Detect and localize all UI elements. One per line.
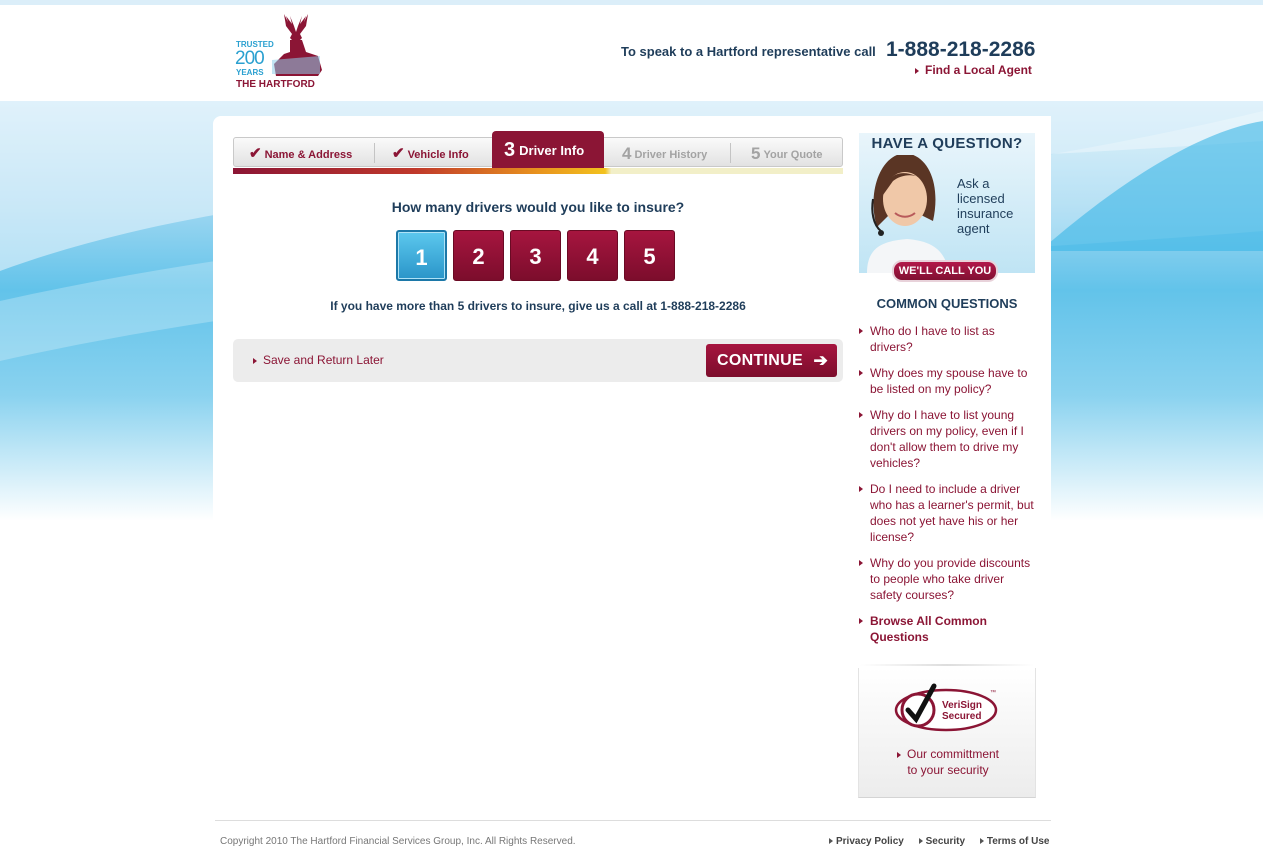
arrow-right-icon [829, 838, 833, 844]
driver-count-4-button[interactable]: 4 [567, 230, 618, 281]
verisign-text-1: VeriSign [942, 700, 983, 711]
link-label: Terms of Use [986, 836, 1050, 847]
step-vehicle-info[interactable] [392, 138, 469, 168]
faq-item[interactable] [858, 323, 1038, 355]
driver-count-5-button[interactable]: 5 [624, 230, 675, 281]
driver-count-question: How many drivers would you like to insure? [391, 199, 685, 215]
checkmark-icon: ✔ [249, 145, 262, 162]
verisign-seal[interactable] [894, 682, 1004, 732]
security-commitment-link[interactable] [859, 746, 1037, 778]
faq-item[interactable] [858, 555, 1038, 603]
step-divider [374, 143, 375, 163]
step-number: 4 [622, 144, 632, 163]
faq-label: Why do I have to list young drivers on my policy, even if I don't allow them to drive my vehicles? [870, 408, 1024, 470]
common-questions-title: COMMON QUESTIONS [876, 296, 1018, 311]
logo-name: THE HARTFORD [236, 79, 315, 90]
arrow-right-icon [919, 838, 923, 844]
arrow-right-icon [859, 328, 863, 334]
terms-of-use-link[interactable] [980, 836, 1056, 847]
privacy-policy-link[interactable] [829, 836, 910, 847]
driver-count-1-button[interactable]: 1 [396, 230, 447, 281]
security-line-2: to your security [907, 763, 989, 777]
speak-text: To speak to a Hartford representative call [621, 44, 876, 59]
arrow-right-icon [859, 412, 863, 418]
ask-line: agent [957, 221, 990, 236]
step-driver-history [622, 138, 707, 168]
security-link[interactable] [919, 836, 971, 847]
faq-list [858, 323, 1038, 655]
save-label: Save and Return Later [263, 353, 384, 367]
hartford-logo[interactable] [234, 12, 324, 92]
security-line-1: Our committment [906, 747, 999, 761]
step-divider [730, 143, 731, 163]
logo-trusted: TRUSTED [236, 40, 274, 49]
step-label: Name & Address [264, 149, 353, 161]
step-number: 5 [751, 144, 761, 163]
faq-item[interactable] [858, 481, 1038, 545]
checkmark-icon: ✔ [392, 145, 405, 162]
copyright-text: Copyright 2010 The Hartford Financial Services Group, Inc. All Rights Reserved. [220, 836, 576, 847]
arrow-right-icon [859, 560, 863, 566]
footer-links [829, 836, 1061, 847]
logo-years-number: 200 [235, 48, 264, 69]
browse-all-label: Browse All Common Questions [870, 614, 987, 644]
more-drivers-note: If you have more than 5 drivers to insure, give us a call at 1-888-218-2286 [330, 299, 746, 313]
arrow-right-icon [859, 370, 863, 376]
sidebar-divider [860, 664, 1034, 666]
well-call-you-button[interactable]: WE'LL CALL YOU [892, 260, 998, 282]
faq-item[interactable] [858, 407, 1038, 471]
link-label: Security [925, 836, 966, 847]
arrow-right-icon [980, 838, 984, 844]
verisign-text-2: Secured [942, 711, 982, 722]
stag-icon [268, 12, 324, 78]
arrow-right-icon [897, 752, 901, 758]
step-label: Driver History [634, 149, 708, 161]
step-label: Your Quote [763, 149, 823, 161]
step-name-address[interactable] [249, 138, 352, 168]
step-your-quote [751, 138, 823, 168]
ask-line: licensed [957, 191, 1005, 206]
progress-bar [233, 168, 843, 174]
find-local-agent-label: Find a Local Agent [925, 63, 1032, 77]
header-phone: 1-888-218-2286 [886, 38, 1036, 61]
find-local-agent-link[interactable] [915, 63, 1032, 77]
ask-agent-text [957, 176, 1013, 236]
faq-label: Do I need to include a driver who has a learner's permit, but does not yet have his or her license? [870, 482, 1034, 544]
verisign-tm: ™ [990, 690, 996, 696]
ask-line: insurance [957, 206, 1014, 221]
faq-label: Why do you provide discounts to people who take driver safety courses? [870, 556, 1031, 602]
faq-label: Who do I have to list as drivers? [870, 324, 995, 354]
footer-divider [215, 820, 1051, 821]
logo-years: YEARS [236, 68, 264, 77]
faq-item[interactable] [858, 365, 1038, 397]
driver-count-3-button[interactable]: 3 [510, 230, 561, 281]
faq-label: Why does my spouse have to be listed on my policy? [870, 366, 1028, 396]
step-label: Vehicle Info [407, 149, 469, 161]
arrow-right-icon [915, 68, 919, 74]
arrow-right-icon: ➔ [813, 351, 828, 370]
have-a-question-heading: HAVE A QUESTION? [871, 135, 1023, 152]
action-bar [233, 339, 843, 382]
step-label: Driver Info [519, 143, 585, 158]
arrow-right-icon [253, 358, 257, 364]
continue-button[interactable] [706, 344, 837, 377]
link-label: Privacy Policy [836, 836, 904, 847]
ask-line: Ask a [957, 176, 990, 191]
agent-photo [859, 155, 959, 273]
step-driver-info [492, 131, 604, 168]
save-return-later-link[interactable] [253, 353, 384, 367]
browse-all-questions-link[interactable] [858, 613, 1038, 645]
have-a-question-box [859, 133, 1035, 273]
arrow-right-icon [859, 486, 863, 492]
arrow-right-icon [859, 618, 863, 624]
step-number: 3 [504, 139, 516, 161]
verisign-box [858, 668, 1036, 798]
continue-label: CONTINUE [717, 352, 803, 369]
driver-count-2-button[interactable]: 2 [453, 230, 504, 281]
